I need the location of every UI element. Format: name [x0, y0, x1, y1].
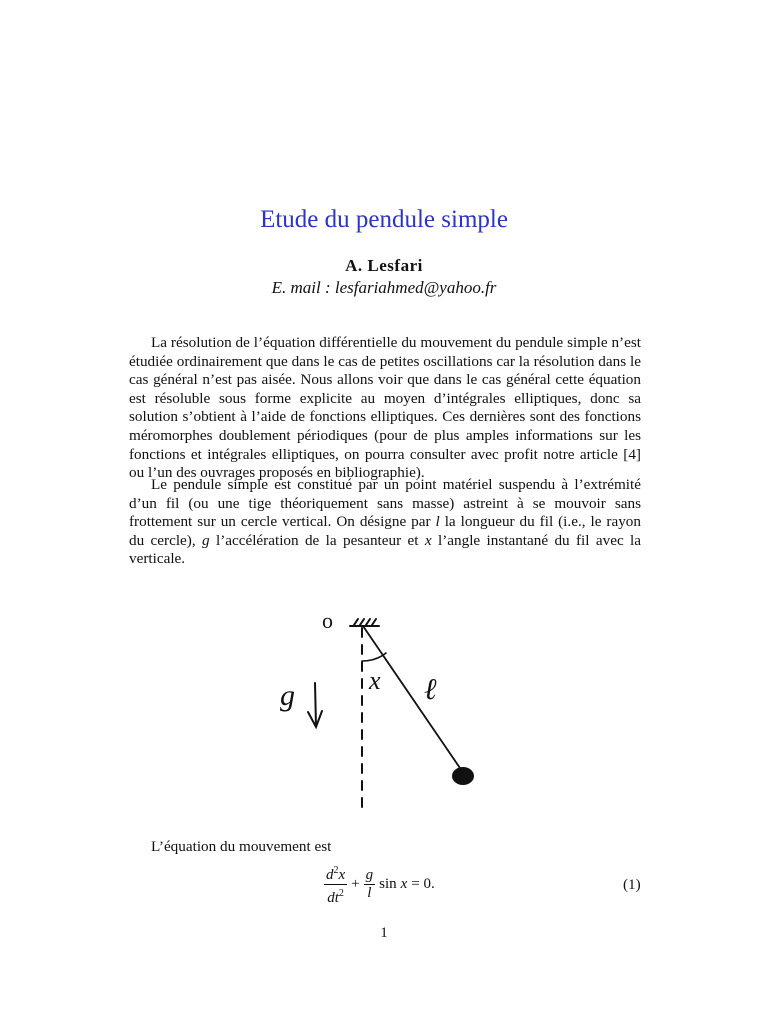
var-x: x [424, 531, 432, 549]
paper-title: Etude du pendule simple [260, 206, 508, 233]
intro-text: La résolution de l’équation différentielle du mouvement du pendule simple n’est étudiée ordinairement que dans le cas de petites oscillations car la résolution dans le cas général n’est pas aisée. Nous allons voir que dans le cas général cette équation est résoluble sous forme explicite au moyen d’intégrales elliptiques, donc sa solution s’obtient à l’aide de fonctions elliptiques. Ces dernières sont des fonctions méromorphes doublement périodiques (pour de plus amples informations sur les fonctions et intégrales elliptiques, on pourra consulter avec profit notre article [129, 334, 641, 463]
intro-text-end: ou l’un des ouvrages proposés en bibliographie). [129, 464, 425, 482]
gravity-label: g [280, 679, 295, 712]
gravity-arrow [315, 683, 316, 726]
definition-text: l’accélération de la pesanteur et [209, 531, 425, 549]
page-number: 1 [380, 925, 388, 941]
pendulum-string [363, 626, 462, 771]
sine-function: sin [379, 875, 397, 892]
intro-paragraph [129, 334, 641, 483]
pendulum-figure [268, 595, 528, 840]
length-label: ℓ [424, 672, 437, 707]
author-email: E. mail : lesfariahmed@yahoo.fr [271, 278, 497, 297]
pendulum-bob [452, 767, 474, 785]
definition-paragraph [129, 476, 641, 569]
definition-text: l’angle instantané du fil avec la verticale. [129, 531, 642, 568]
var-l: l [435, 513, 440, 531]
definition-text: la longueur du fil (i.e., le rayon du cercle), [129, 513, 641, 549]
citation-link[interactable]: [4] [623, 445, 641, 463]
angle-label: x [369, 666, 381, 695]
plus-sign: + [351, 875, 360, 892]
equation-1 [320, 862, 435, 906]
origin-label: o [322, 608, 333, 633]
equation-number: (1) [623, 876, 641, 893]
var-g: g [202, 531, 210, 549]
second-derivative-fraction: $\frac{d^2x}{dt^2}$ [324, 862, 347, 907]
author-name: A. Lesfari [345, 256, 423, 275]
g-over-l-fraction: $\frac{g}{l}$ [365, 866, 374, 901]
sine-argument: x [400, 875, 408, 892]
equation-intro: L’équation du mouvement est [151, 838, 332, 855]
equation-rhs: = 0. [411, 875, 435, 892]
definition-text: Le pendule simple est constitué par un point matériel suspendu à l’extrémité d’un fil (ou une tige théoriquement sans masse) astreint à se mouvoir sans frottement sur un cercle vertical. On désigne par [129, 476, 641, 531]
